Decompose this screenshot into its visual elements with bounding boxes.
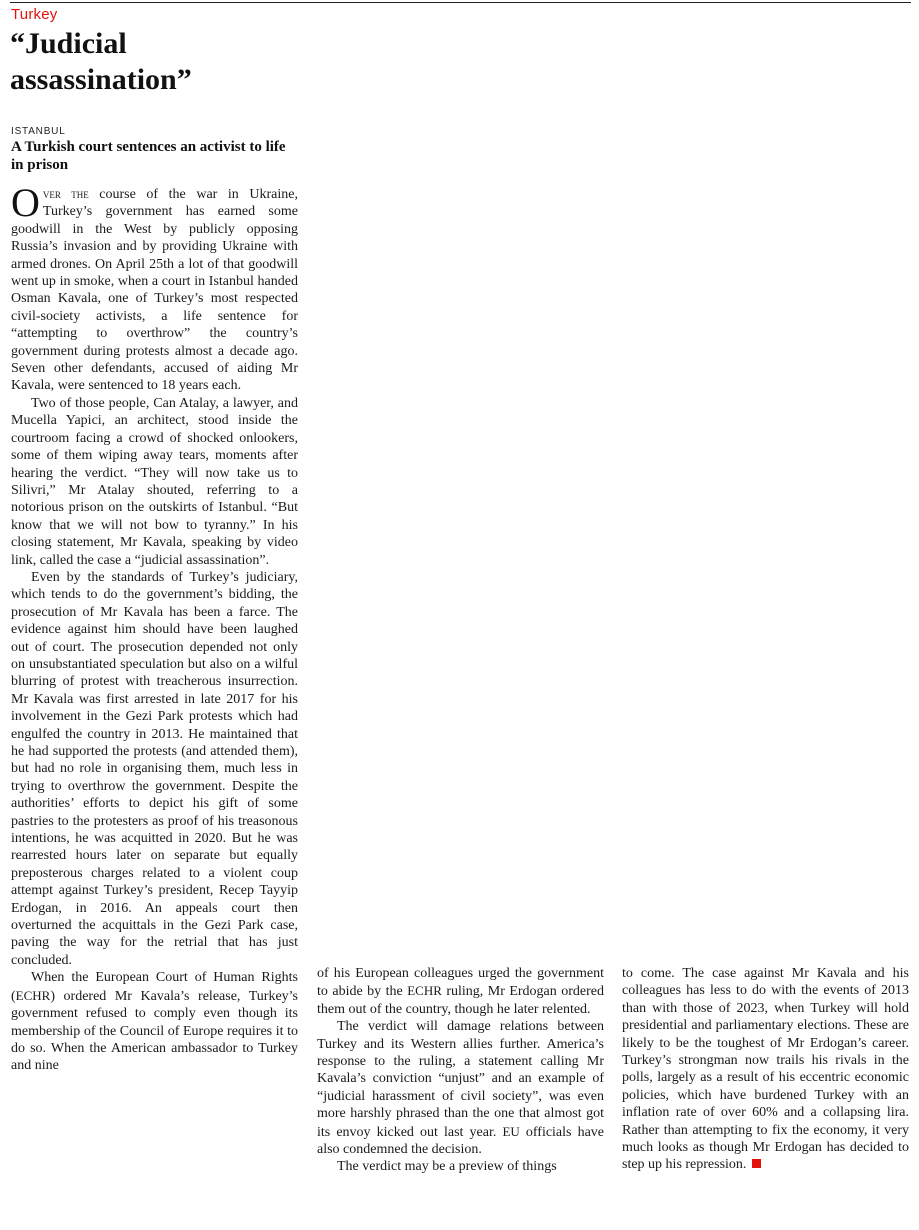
column-1 (11, 180, 298, 1075)
paragraph-4-continued (317, 965, 604, 1018)
paragraph-4-cont-a: of his European colleagues urged the government to abide by the (317, 966, 604, 1000)
paragraph-3: Even by the standards of Turkey’s judiciary, which tends to do the government’s bidding, the prosecution of Mr Kavala has been a farce. The evidence against him should have been laughed out of court. The prosecution depended not only on unsubstantiated speculation but also on a wilful blurring of protest with treacherous insurrection. Mr Kavala was first arrested in late 2017 for his involvement in the Gezi Park protests which had engulfed the country in 2013. He maintained that he had supported the protests (and attended them), but had no role in organising them, much less in trying to overthrow the government. Despite the authorities’ efforts to depict his gift of some pastries to the protesters as proof of his treasonous intentions, he was acquitted in 2020. But he was rearrested hours later on separate but equally preposterous charges related to a violent coup attempt against Turkey’s president, Recep Tayyip Erdogan, in 2016. An appeals court then overturned the acquittals in the Gezi Park case, paving the way for the retrial that has just concluded. (11, 569, 298, 968)
paragraph-4 (11, 969, 298, 1074)
headline: “Judicial assassination” (10, 27, 192, 96)
column-2 (317, 965, 604, 1176)
end-mark-icon (752, 1159, 761, 1168)
paragraph-4-cont-b: ruling, Mr Erdogan ordered them out of the country, though he later relented. (317, 984, 604, 1017)
paragraph-6: The verdict may be a preview of things (337, 1159, 557, 1175)
paragraph-5 (317, 1018, 604, 1158)
section-label: Turkey (11, 6, 58, 23)
eu-abbrev: EU (502, 1123, 520, 1139)
paragraph-5-text-b: officials have also condemned the decision. (317, 1124, 604, 1158)
standfirst: A Turkish court sentences an activist to life in prison (11, 139, 286, 173)
paragraph-6-continued (622, 965, 909, 1174)
lead-small-caps: ver the (42, 186, 89, 201)
paragraph-6-cont-text: to come. The case against Mr Kavala and his colleagues has less to do with the events of 2013 than with those of 2023, when Turkey will hold presidential and parliamentary elections. These are likely to be the toughest of Mr Erdogan’s career. Turkey’s strongman now trails his rivals in the polls, largely as a result of his eccentric economic policies, which have burdened Turkey with an inflation rate of over 60% and a collapsing lira. Rather than attempting to fix the economy, it very much looks as though Mr Erdogan has decided to step up his repression. (622, 966, 909, 1173)
paragraph-4-text-a: When the European Court of Human Rights ( (11, 970, 298, 1004)
echr-abbrev-2: ECHR (407, 983, 442, 999)
drop-cap: O (11, 180, 40, 225)
paragraph-5-text-a: The verdict will damage relations between Turkey and its Western allies further. America’s response to the ruling, a statement calling Mr Kavala’s conviction “unjust” and an example of “judicial harassment of civil society”, was even more harshly phrased than the one that almost got its envoy kicked out last year. (317, 1019, 604, 1140)
dateline: ISTANBUL (11, 126, 66, 137)
column-3 (622, 965, 909, 1174)
paragraph-1-text: course of the war in Ukraine, Turkey’s government has earned some goodwill in the West by publicly opposing Russia’s invasion and by providing Ukraine with armed drones. On April 25th a lot of that goodwill went up in smoke, when a court in Istanbul handed Osman Kavala, one of Turkey’s most respected civil-society activists, a life sentence for “attempting to overthrow” the country’s government during protests almost a decade ago. Seven other defendants, accused of aiding Mr Kavala, were sentenced to 18 years each. (11, 187, 298, 394)
top-rule (10, 2, 911, 3)
paragraph-2: Two of those people, Can Atalay, a lawyer, and Mucella Yapici, an architect, stood inside the courtroom facing a crowd of shocked onlookers, some of them wiping away tears, moments after hearing the verdict. “They will now take us to Silivri,” Mr Atalay shouted, referring to a notorious prison on the outskirts of Istanbul. “But know that we will not bow to tyranny.” In his closing statement, Mr Kavala, speaking by video link, called the case a “judicial assassination”. (11, 395, 298, 568)
echr-abbrev: ECHR (15, 987, 51, 1003)
paragraph-1 (11, 180, 298, 395)
paragraph-4-text-b: ) ordered Mr Kavala’s release, Turkey’s government refused to comply even though its membership of the Council of Europe requires it to do so. When the American ambassador to Turkey and nine (11, 988, 298, 1074)
